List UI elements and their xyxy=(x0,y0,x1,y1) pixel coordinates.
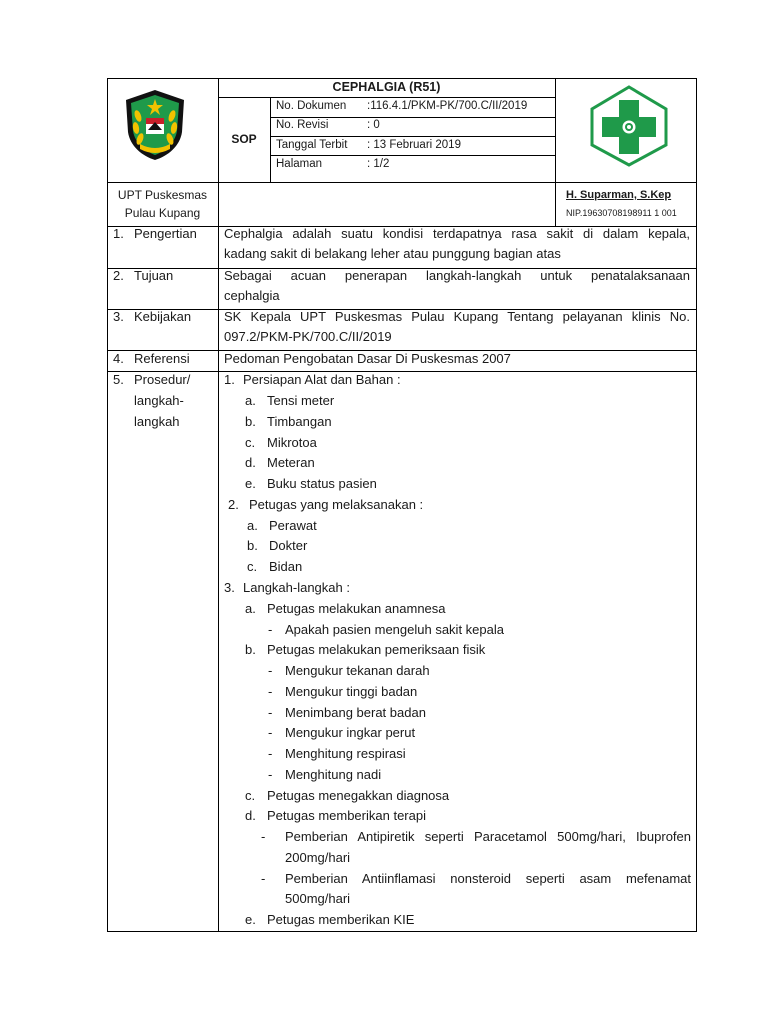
list-item: Mikrotoa xyxy=(267,435,317,450)
revision-value: : 0 xyxy=(367,119,380,131)
section-label: Prosedur/ xyxy=(134,372,191,387)
list-item: Menghitung respirasi xyxy=(285,746,406,761)
section-label: Tujuan xyxy=(134,268,174,283)
list-item: 500mg/hari xyxy=(285,891,351,906)
list-item: Petugas menegakkan diagnosa xyxy=(267,788,450,803)
section-number: 5. xyxy=(113,372,124,387)
list-marker: - xyxy=(261,829,266,844)
section-number: 3. xyxy=(113,309,124,324)
list-marker: a. xyxy=(245,393,256,408)
section-label: Kebijakan xyxy=(134,309,192,324)
revision-label: No. Revisi xyxy=(276,119,329,131)
unit-name-line2: Pulau Kupang xyxy=(124,206,201,220)
section-text: cephalgia xyxy=(224,288,280,303)
list-item: Meteran xyxy=(267,455,315,470)
list-marker: - xyxy=(261,871,266,886)
section-text: SK Kepala UPT Puskesmas Pulau Kupang Tentang pelayanan klinis No. xyxy=(224,309,690,324)
unit-name-line1: UPT Puskesmas xyxy=(117,188,208,202)
section-text: Pedoman Pengobatan Dasar Di Puskesmas 2007 xyxy=(224,351,511,366)
list-item: Petugas melakukan pemeriksaan fisik xyxy=(267,642,486,657)
doc-number-value: :116.4.1/PKM-PK/700.C/II/2019 xyxy=(367,100,528,112)
list-marker: - xyxy=(268,725,273,740)
list-marker: c. xyxy=(247,559,258,574)
list-marker: c. xyxy=(245,788,256,803)
border-line xyxy=(107,371,697,372)
list-marker: - xyxy=(268,622,273,637)
list-item: Petugas melakukan anamnesa xyxy=(267,601,446,616)
signatory-nip: NIP.19630708198911 1 001 xyxy=(566,208,677,218)
list-item: Buku status pasien xyxy=(267,476,377,491)
section-label: Pengertian xyxy=(134,226,197,241)
list-marker: a. xyxy=(245,601,256,616)
list-item: Petugas yang melaksanakan : xyxy=(249,497,424,512)
section-label: langkah xyxy=(134,414,180,429)
list-marker: a. xyxy=(247,518,258,533)
list-marker: d. xyxy=(245,455,256,470)
page-value: : 1/2 xyxy=(367,158,390,170)
border-line xyxy=(270,97,271,183)
section-text: 097.2/PKM-PK/700.C/II/2019 xyxy=(224,329,392,344)
border-line xyxy=(555,78,556,226)
list-marker: e. xyxy=(245,912,256,927)
regional-emblem-icon xyxy=(118,86,192,162)
list-marker: e. xyxy=(245,476,256,491)
list-item: Timbangan xyxy=(267,414,332,429)
border-line xyxy=(696,78,697,932)
list-item: Pemberian Antipiretik seperti Paracetamol 500mg/hari, Ibuprofen xyxy=(285,829,691,844)
list-marker: - xyxy=(268,684,273,699)
list-marker: c. xyxy=(245,435,256,450)
list-item: Petugas memberikan KIE xyxy=(267,912,415,927)
section-text: Sebagai acuan penerapan langkah-langkah untuk penatalaksanaan xyxy=(224,268,690,283)
list-item: Petugas memberikan terapi xyxy=(267,808,426,823)
list-marker: b. xyxy=(245,642,256,657)
page-label: Halaman xyxy=(276,158,323,170)
list-marker: 3. xyxy=(224,580,235,595)
list-item: Mengukur tinggi badan xyxy=(285,684,418,699)
border-line xyxy=(107,931,697,932)
page-title: CEPHALGIA (R51) xyxy=(332,80,441,94)
list-item: Menghitung nadi xyxy=(285,767,382,782)
list-item: Mengukur tekanan darah xyxy=(285,663,430,678)
section-label: Referensi xyxy=(134,351,190,366)
list-item: Tensi meter xyxy=(267,393,335,408)
list-item: Perawat xyxy=(269,518,317,533)
list-marker: - xyxy=(268,767,273,782)
border-line xyxy=(107,182,697,183)
section-number: 2. xyxy=(113,268,124,283)
issue-date-value: : 13 Februari 2019 xyxy=(367,139,461,151)
list-marker: b. xyxy=(247,538,258,553)
list-item: Langkah-langkah : xyxy=(243,580,350,595)
list-item: Pemberian Antiinflamasi nonsteroid seperti asam mefenamat xyxy=(285,871,691,886)
section-label: langkah- xyxy=(134,393,184,408)
signatory-name: H. Suparman, S.Kep xyxy=(566,189,672,201)
list-item: Apakah pasien mengeluh sakit kepala xyxy=(285,622,504,637)
list-marker: - xyxy=(268,663,273,678)
list-marker: - xyxy=(268,746,273,761)
sop-label: SOP xyxy=(231,132,257,146)
puskesmas-logo-icon xyxy=(588,84,670,168)
list-marker: 2. xyxy=(228,497,239,512)
list-item: Dokter xyxy=(269,538,308,553)
list-item: Menimbang berat badan xyxy=(285,705,426,720)
section-text: Cephalgia adalah suatu kondisi terdapatnya rasa sakit di dalam kepala, xyxy=(224,226,690,241)
section-number: 1. xyxy=(113,226,124,241)
list-item: Bidan xyxy=(269,559,303,574)
border-line xyxy=(218,78,219,932)
list-marker: b. xyxy=(245,414,256,429)
list-item: 200mg/hari xyxy=(285,850,351,865)
section-text: kadang sakit di belakang leher atau punggung bagian atas xyxy=(224,246,561,261)
issue-date-label: Tanggal Terbit xyxy=(276,139,348,151)
section-number: 4. xyxy=(113,351,124,366)
list-item: Mengukur ingkar perut xyxy=(285,725,416,740)
list-item: Persiapan Alat dan Bahan : xyxy=(243,372,401,387)
list-marker: - xyxy=(268,705,273,720)
list-marker: d. xyxy=(245,808,256,823)
doc-number-label: No. Dokumen xyxy=(276,100,347,112)
list-marker: 1. xyxy=(224,372,235,387)
